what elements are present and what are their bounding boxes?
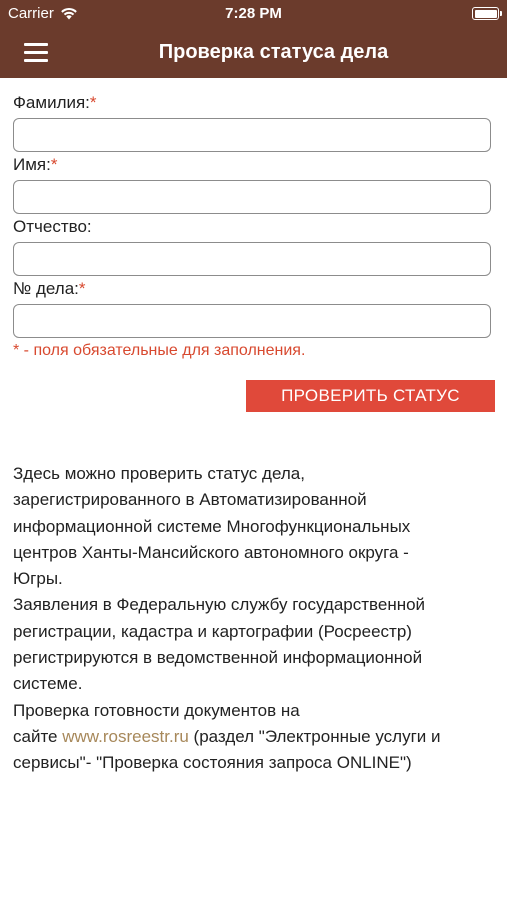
middlename-label-text: Отчество: bbox=[13, 217, 92, 236]
case-number-input[interactable] bbox=[13, 304, 491, 338]
case-number-label-text: № дела: bbox=[13, 279, 79, 298]
lastname-input[interactable] bbox=[13, 118, 491, 152]
battery-icon bbox=[472, 7, 499, 20]
info-line-with-link bbox=[13, 724, 493, 750]
carrier-label: Carrier bbox=[8, 5, 54, 22]
info-line: информационной системе Многофункциональных bbox=[13, 516, 411, 536]
info-line: Здесь можно проверить статус дела, bbox=[13, 464, 305, 483]
firstname-label bbox=[13, 154, 491, 176]
required-mark: * bbox=[50, 155, 58, 174]
middlename-label bbox=[13, 216, 491, 238]
info-line: регистрации, кадастра и картографии (Росреестр) bbox=[13, 621, 412, 641]
info-line: Проверка готовности документов на bbox=[13, 700, 300, 720]
info-line-suffix: (раздел "Электронные услуги и bbox=[188, 726, 441, 746]
middlename-input[interactable] bbox=[13, 242, 491, 276]
check-status-button[interactable]: ПРОВЕРИТЬ СТАТУС bbox=[246, 380, 495, 412]
navigation-bar bbox=[0, 28, 507, 78]
status-bar bbox=[0, 0, 507, 28]
required-mark: * bbox=[78, 279, 86, 298]
firstname-label-text: Имя: bbox=[13, 155, 51, 174]
case-status-form bbox=[13, 92, 491, 360]
case-number-label bbox=[13, 278, 491, 300]
info-line: системе. bbox=[13, 674, 83, 694]
firstname-input[interactable] bbox=[13, 180, 491, 214]
lastname-label-text: Фамилия: bbox=[13, 93, 90, 112]
hamburger-menu-icon[interactable] bbox=[24, 41, 50, 65]
info-line: зарегистрированного в Автоматизированной bbox=[13, 490, 367, 510]
clock: 7:28 PM bbox=[225, 5, 282, 22]
info-text bbox=[13, 461, 493, 777]
info-line: центров Ханты-Мансийского автономного округа - bbox=[13, 542, 409, 562]
info-line: сервисы"- "Проверка состояния запроса ONLINE") bbox=[13, 753, 412, 773]
info-line-prefix: сайте bbox=[13, 726, 63, 746]
rosreestr-link[interactable]: www.rosreestr.ru bbox=[62, 726, 189, 746]
required-mark: * bbox=[89, 93, 97, 112]
info-line: Югры. bbox=[13, 569, 63, 589]
page-title: Проверка статуса дела bbox=[158, 41, 389, 63]
required-fields-note: * - поля обязательные для заполнения. bbox=[13, 342, 306, 359]
info-line: Заявления в Федеральную службу государственной bbox=[13, 595, 426, 615]
lastname-label bbox=[13, 92, 491, 114]
info-line: регистрируются в ведомственной информационной bbox=[13, 648, 423, 668]
